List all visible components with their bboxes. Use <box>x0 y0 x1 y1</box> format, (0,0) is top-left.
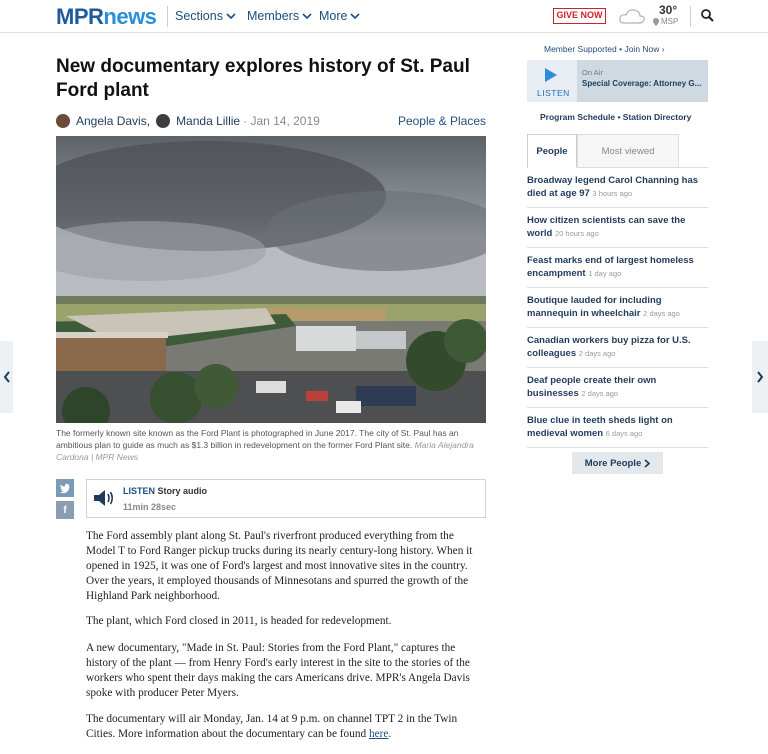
photo-caption <box>56 427 486 463</box>
caption-text: The formerly known site known as the Ford Plant is photographed in June 2017. The city of St. Paul has an ambitious plan to guide as much as $1.3 billion in redevelopment on the former Ford Plant site. <box>56 428 459 450</box>
twitter-share-button[interactable] <box>56 479 74 497</box>
more-info-link[interactable]: here <box>368 728 389 740</box>
more-people-label: More People <box>584 457 642 469</box>
story-title[interactable]: Boutique lauded for including mannequin in wheelchair <box>527 295 662 319</box>
list-item[interactable] <box>527 408 708 448</box>
audio-player[interactable] <box>86 479 486 518</box>
header-divider <box>690 6 691 27</box>
chevron-left-icon <box>3 371 11 383</box>
on-air-info <box>577 60 708 102</box>
link-suffix: . <box>388 728 392 740</box>
story-title[interactable]: Feast marks end of largest homeless encampment <box>527 255 694 279</box>
author-avatar <box>56 114 70 128</box>
chevron-right-icon <box>756 371 764 383</box>
site-header <box>0 0 768 33</box>
chevron-down-icon <box>302 11 312 21</box>
location-pin-icon <box>653 18 659 26</box>
list-item[interactable] <box>527 248 708 288</box>
story-audio-label: Story audio <box>157 486 208 496</box>
current-show-title[interactable]: Special Coverage: Attorney G... <box>582 79 702 88</box>
previous-story-arrow[interactable] <box>0 341 13 413</box>
facebook-icon: f <box>63 504 67 516</box>
author-link[interactable]: Manda Lillie <box>176 114 241 128</box>
story-title[interactable]: How citizen scientists can save the world <box>527 215 686 239</box>
logo-news-text: news <box>103 4 157 29</box>
story-age: 2 days ago <box>578 349 616 358</box>
chevron-right-icon: › <box>661 44 665 54</box>
article-photo <box>56 136 486 423</box>
cloud-icon <box>618 6 646 26</box>
tab-people[interactable]: People <box>527 134 577 168</box>
author-link[interactable]: Angela Davis <box>76 114 147 128</box>
popular-list <box>527 168 708 448</box>
member-link-text: Member Supported • Join Now <box>544 44 660 54</box>
story-age: 20 hours ago <box>554 229 599 238</box>
popular-tabs <box>527 134 708 168</box>
schedule-links[interactable]: Program Schedule • Station Directory <box>540 112 692 122</box>
audio-duration: 11min 28sec <box>123 502 177 512</box>
nav-sections[interactable] <box>175 9 236 23</box>
story-age: 6 days ago <box>605 429 643 438</box>
paragraph-text: The documentary will air Monday, Jan. 14 at 9 p.m. on channel TPT 2 in the Twin Cities. More information about the documentary can be found <box>86 713 458 740</box>
story-title[interactable]: Broadway legend Carol Channing has died at age 97 <box>527 175 699 199</box>
temperature: 30° <box>659 3 678 17</box>
paragraph: A new documentary, "Made in St. Paul: Stories from the Ford Plant," captures the history of the plant — from Henry Ford's early interest in the site to the stories of the workers who spent their days making the cars Americans drive. MPR's Angela Davis spoke with producer Peter Myers. <box>86 642 470 699</box>
on-air-label: On Air <box>582 68 603 77</box>
list-item[interactable] <box>527 288 708 328</box>
listen-live-label: LISTEN <box>537 88 570 98</box>
author-separator: , <box>146 114 151 128</box>
nav-members[interactable] <box>247 9 312 23</box>
article-headline: New documentary explores history of St. Paul Ford plant <box>56 56 470 101</box>
story-title[interactable]: Canadian workers buy pizza for U.S. colleagues <box>527 335 691 359</box>
byline <box>56 112 486 130</box>
paragraph: The plant, which Ford closed in 2011, is headed for redevelopment. <box>86 615 392 627</box>
author-avatar <box>156 114 170 128</box>
member-support-link[interactable] <box>544 44 665 54</box>
ford-plant-photo <box>56 136 486 423</box>
story-title[interactable]: Blue clue in teeth sheds light on medieval women <box>527 415 673 439</box>
paragraph: The Ford assembly plant along St. Paul's riverfront produced everything from the Model T to Ford Ranger pickup trucks during its nearly century-long history. When it opened in 1925, it was one of Ford's largest and most innovative sites in the country. Over the years, it employed thousands of Minnesotans and spurred the growth of the Highland Park neighborhood. <box>86 530 473 602</box>
story-age: 2 days ago <box>643 309 680 318</box>
photo-credit: Maria Alejandra Cardona | MPR News <box>56 440 474 462</box>
play-area[interactable] <box>527 60 577 102</box>
audio-title <box>123 486 207 496</box>
nav-more-label: More <box>319 9 348 23</box>
logo-mpr-text: MPR <box>56 4 104 29</box>
chevron-right-icon <box>644 459 650 468</box>
tab-most-viewed[interactable]: Most viewed <box>577 134 679 168</box>
next-story-arrow[interactable] <box>752 341 768 413</box>
story-age: 3 hours ago <box>592 189 633 198</box>
paragraph-with-link <box>86 712 486 742</box>
listen-label: LISTEN <box>123 486 156 496</box>
give-now-button[interactable]: GIVE NOW <box>553 8 606 24</box>
list-item[interactable] <box>527 328 708 368</box>
nav-more[interactable] <box>319 9 360 23</box>
list-item[interactable] <box>527 208 708 248</box>
on-air-widget[interactable] <box>527 60 708 102</box>
nav-members-label: Members <box>247 9 300 23</box>
nav-divider <box>167 6 168 27</box>
story-age: 1 day ago <box>588 269 622 278</box>
story-title[interactable]: Deaf people create their own businesses <box>527 375 657 399</box>
twitter-icon <box>59 482 71 494</box>
nav-sections-label: Sections <box>175 9 223 23</box>
list-item[interactable] <box>527 368 708 408</box>
play-icon <box>544 67 558 83</box>
location-label: MSP <box>661 17 679 26</box>
story-age: 2 days ago <box>581 389 619 398</box>
more-people-button[interactable] <box>572 452 663 474</box>
facebook-share-button[interactable] <box>56 501 74 519</box>
publish-date: · Jan 14, 2019 <box>243 114 320 128</box>
search-icon[interactable] <box>701 9 714 22</box>
chevron-down-icon <box>226 11 236 21</box>
topic-link[interactable]: People & Places <box>397 114 486 128</box>
mpr-news-logo[interactable] <box>56 4 156 30</box>
weather-location <box>653 17 678 26</box>
chevron-down-icon <box>350 11 360 21</box>
list-item[interactable] <box>527 168 708 208</box>
speaker-icon <box>92 487 116 509</box>
